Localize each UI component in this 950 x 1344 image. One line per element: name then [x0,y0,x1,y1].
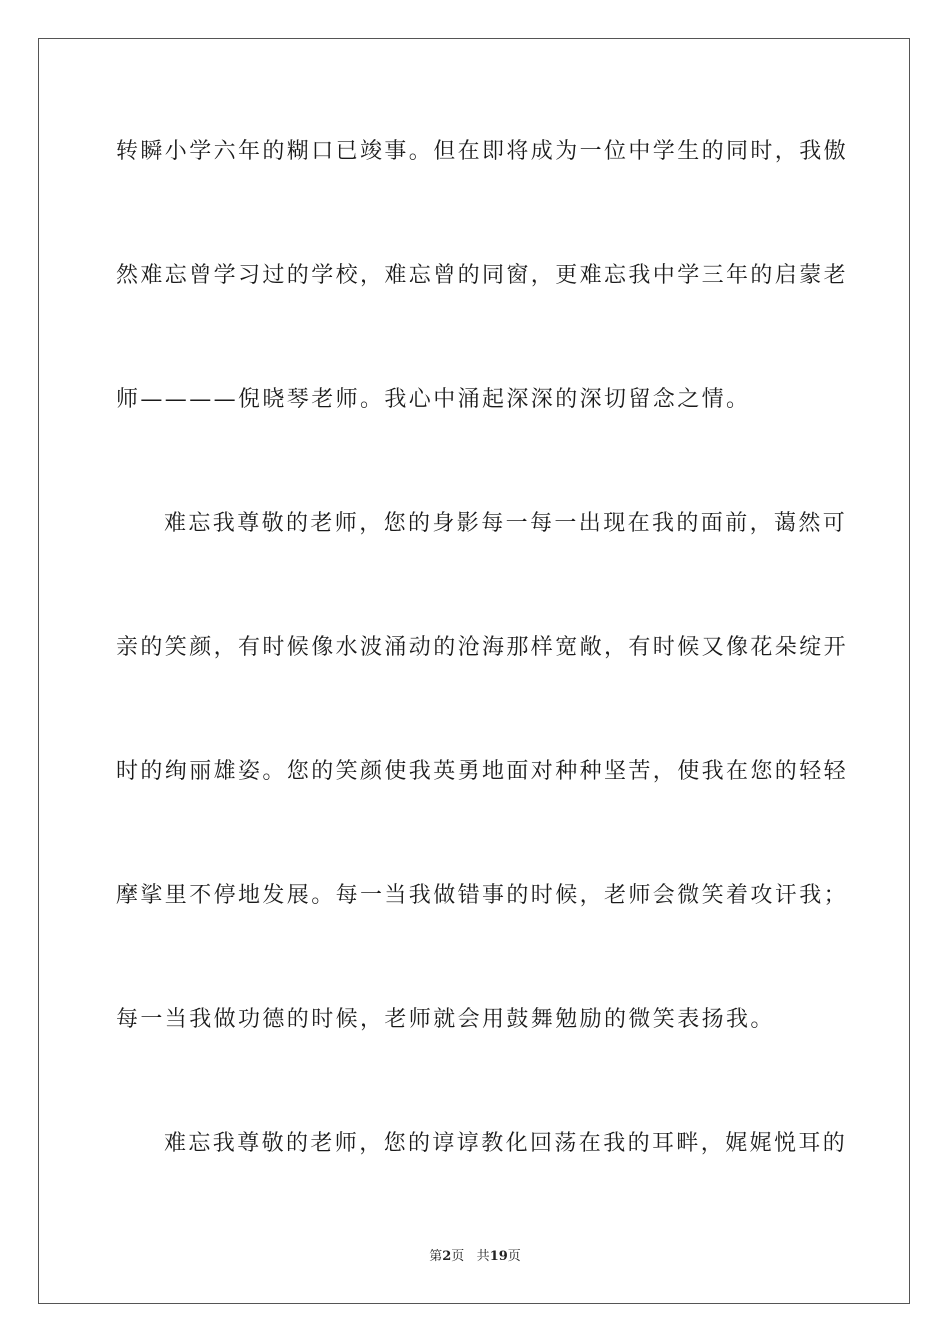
text-line-8: 每一当我做功德的时候，老师就会用鼓舞勉励的微笑表扬我。 [116,1007,775,1032]
text-line-6: 时的绚丽雄姿。您的笑颜使我英勇地面对种种坚苦，使我在您的轻轻 [116,759,849,784]
text-line-7: 摩挲里不停地发展。每一当我做错事的时候，老师会微笑着攻讦我； [116,883,849,908]
text-line-1: 转瞬小学六年的糊口已竣事。但在即将成为一位中学生的同时，我傲 [116,139,849,164]
total-prefix: 共 [476,1249,490,1264]
page-suffix: 页 [451,1249,465,1264]
page-border [38,38,910,1304]
text-line-3: 师————倪晓琴老师。我心中涌起深深的深切留念之情。 [116,387,751,412]
text-line-4: 难忘我尊敬的老师，您的身影每一每一出现在我的面前，蔼然可 [164,511,848,536]
page-footer [0,1248,950,1266]
text-line-9: 难忘我尊敬的老师，您的谆谆教化回荡在我的耳畔，娓娓悦耳的 [164,1131,848,1156]
text-line-5: 亲的笑颜，有时候像水波涌动的沧海那样宽敞，有时候又像花朵绽开 [116,635,849,660]
page-number: 2 [442,1249,452,1264]
total-suffix: 页 [507,1249,521,1264]
total-pages: 19 [489,1249,508,1264]
text-line-2: 然难忘曾学习过的学校，难忘曾的同窗，更难忘我中学三年的启蒙老 [116,263,849,288]
page-prefix: 第 [429,1249,443,1264]
